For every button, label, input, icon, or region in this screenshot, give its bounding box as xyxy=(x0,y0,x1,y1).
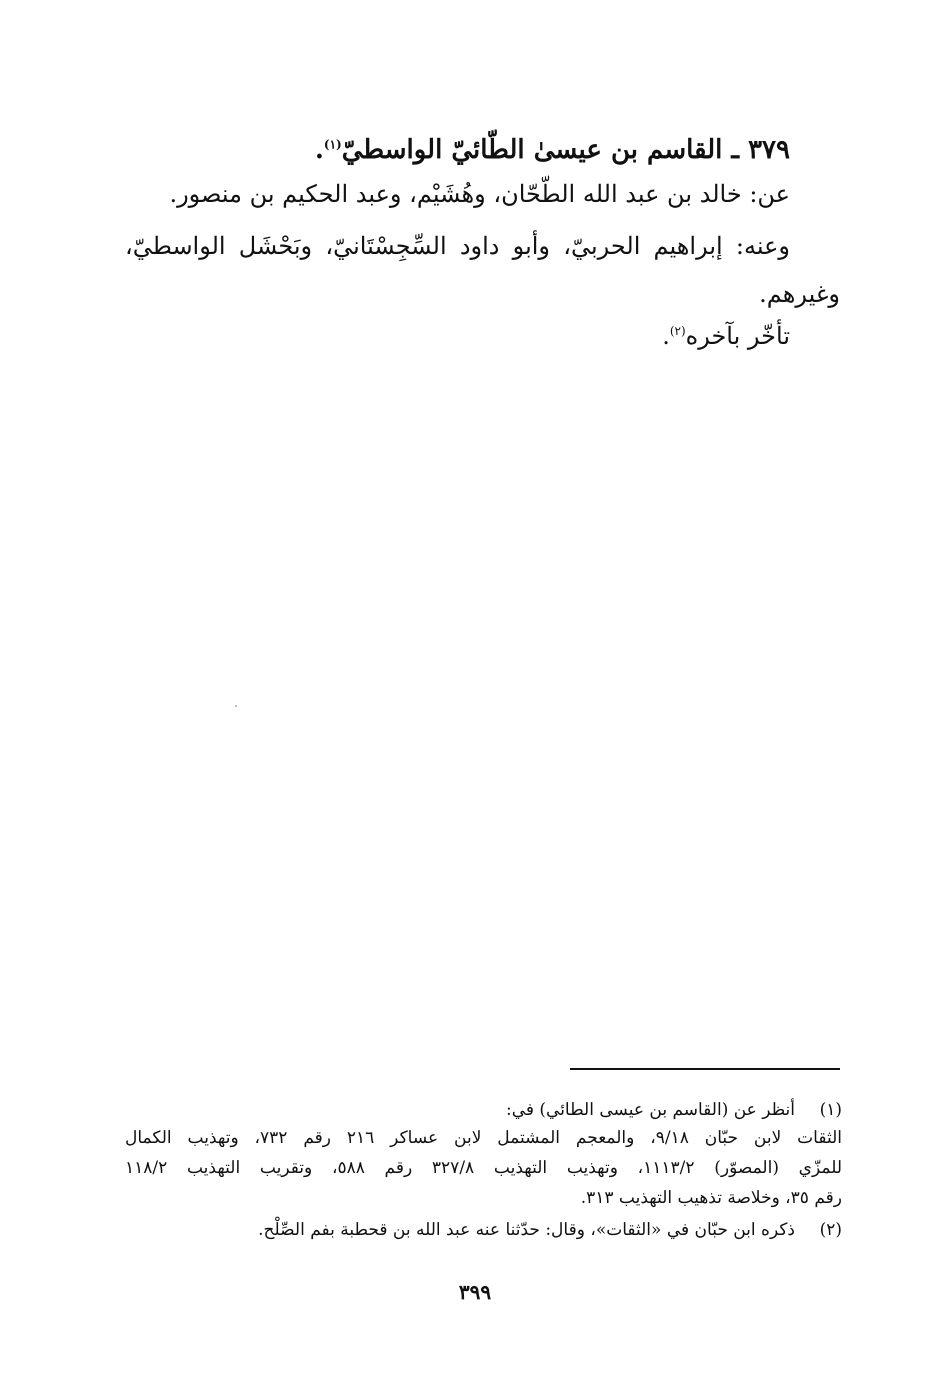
footnote-1-line-1: أنظر عن (القاسم بن عيسى الطائي) في: xyxy=(505,1100,795,1120)
footnote-ref-1[interactable]: (١) xyxy=(323,137,342,152)
footnote-1-number: (١) xyxy=(819,1100,842,1120)
late-death-line xyxy=(662,322,790,350)
late-death-text: تأخّر بآخره xyxy=(685,322,790,350)
page-number: ٣٩٩ xyxy=(458,1280,492,1304)
narrated-from-line: عن: خالد بن عبد الله الطّحّان، وهُشَيْم، وعبد الحكيم بن منصور. xyxy=(169,180,790,208)
entry-title-end: . xyxy=(314,135,324,165)
footnote-1-line-2: الثقات لابن حبّان ٩/١٨، والمعجم المشتمل لابن عساكر ٢١٦ رقم ٧٣٢، وتهذيب الكمال xyxy=(125,1128,842,1148)
footnote-2-number: (٢) xyxy=(819,1220,842,1240)
narrators-line: وعنه: إبراهيم الحربيّ، وأبو داود السِّجِسْتَانيّ، وبَحْشَل الواسطيّ، xyxy=(125,232,790,260)
late-death-end: . xyxy=(662,322,670,350)
footnote-2-line-1: ذكره ابن حبّان في «الثقات»، وقال: حدّثنا عنه عبد الله بن قحطبة بفم الصِّلْح. xyxy=(258,1220,795,1240)
footnote-separator xyxy=(570,1068,840,1070)
footnote-1-line-4: رقم ٣٥، وخلاصة تذهيب التهذيب ٣١٣. xyxy=(580,1188,842,1208)
scan-speck xyxy=(235,705,237,707)
footnote-ref-2[interactable]: (٢) xyxy=(669,324,686,338)
others-line: وغيرهم. xyxy=(759,280,840,308)
entry-title xyxy=(315,135,790,165)
entry-title-text: ٣٧٩ ـ القاسم بن عيسىٰ الطّائيّ الواسطيّ xyxy=(341,135,790,165)
footnote-1-line-3: للمزّي (المصوّر) ١١١٣/٢، وتهذيب التهذيب ٣٢٧/٨ رقم ٥٨٨، وتقريب التهذيب ١١٨/٢ xyxy=(125,1158,842,1178)
